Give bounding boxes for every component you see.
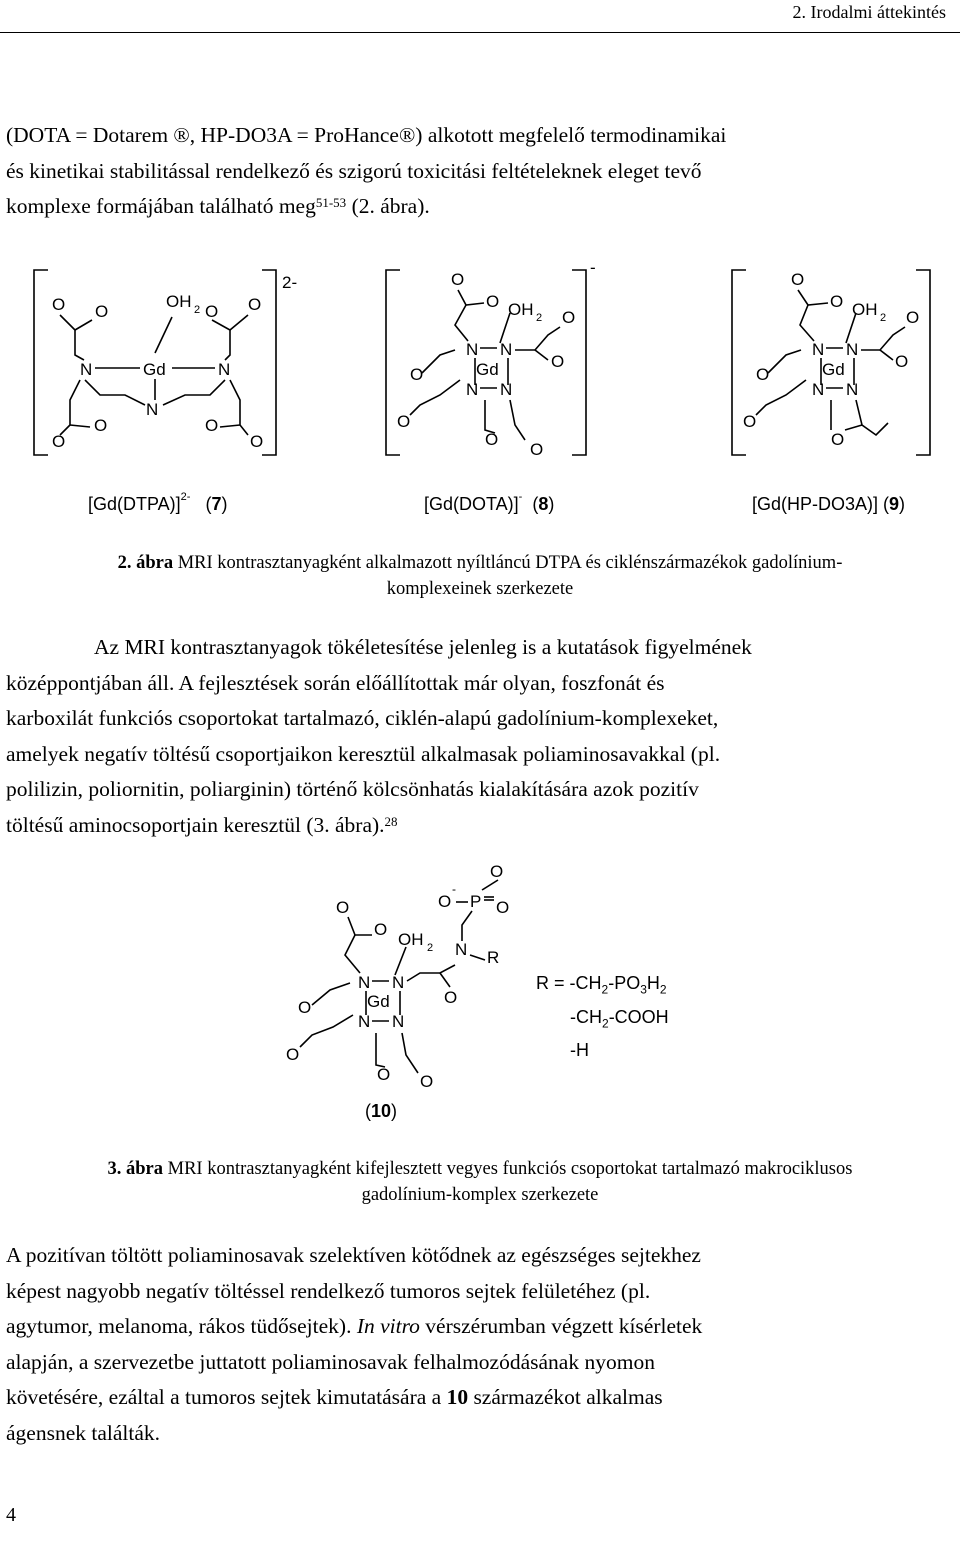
- paragraph-2-line-5: polilizin, poliornitin, poliarginin) történő kölcsönhatás kialakítására azok pozitív: [6, 777, 699, 801]
- label-gd-hp-do3a-formula: [Gd(HP-DO3A)]: [752, 494, 879, 514]
- svg-text:N: N: [392, 1012, 405, 1031]
- r-def-1-sub-a: 2: [601, 982, 609, 997]
- reference-superscript-28: 28: [384, 813, 398, 829]
- figure-3-caption-label: 3. ábra: [107, 1159, 164, 1179]
- paragraph-3-line-6: ágensnek találták.: [6, 1420, 161, 1445]
- figure-3-caption-line-1: [20, 1156, 940, 1182]
- paragraph-3-line-1: A pozitívan töltött poliaminosavak szelektíven kötődnek az egészséges sejtekhez: [6, 1243, 701, 1267]
- label-gd-dota-formula: [Gd(DOTA)]: [424, 494, 519, 514]
- svg-text:N: N: [218, 360, 231, 379]
- svg-text:R: R: [487, 948, 500, 967]
- in-vitro-italic: In vitro: [356, 1314, 420, 1338]
- intro-line-3: [6, 189, 956, 225]
- svg-text:O: O: [286, 1045, 300, 1064]
- paragraph-3-line-5: [6, 1380, 956, 1416]
- svg-text:O: O: [486, 292, 500, 311]
- r-def-1-sub-b: 3: [640, 982, 647, 997]
- figure-2-caption-text: MRI kontrasztanyagként alkalmazott nyíltláncú DTPA és ciklénszármazékok gadolínium-: [173, 553, 843, 573]
- r-def-2: [536, 1004, 669, 1038]
- gd-hp-do3a-structure: [732, 270, 930, 455]
- svg-text:O: O: [94, 416, 108, 435]
- svg-text:O: O: [410, 365, 424, 384]
- r-def-1: [536, 970, 669, 1004]
- svg-text:N: N: [846, 380, 859, 399]
- paragraph-3-line-3: [6, 1309, 956, 1345]
- compound-number-9: 9: [889, 494, 900, 514]
- compound-10-structure: [286, 862, 509, 1121]
- svg-text:O: O: [895, 352, 909, 371]
- paragraph-3-line-5-a: követésére, ezáltal a tumoros sejtek kimutatására a: [6, 1385, 447, 1409]
- svg-text:N: N: [846, 340, 859, 359]
- paragraph-2-line-2: középpontjában áll. A fejlesztések során előállítottak már olyan, foszfonát és: [6, 670, 665, 695]
- svg-text:2: 2: [880, 312, 887, 324]
- svg-text:-: -: [452, 882, 456, 896]
- svg-text:O: O: [791, 270, 805, 289]
- paragraph-3: [6, 1238, 956, 1451]
- intro-line-2: és kinetikai stabilitással rendelkező és szigorú toxicitási feltételeknek eleget tevő: [6, 158, 702, 183]
- paragraph-2-line-4: amelyek negatív töltésű csoportjaikon keresztül alkalmasak poliaminosavakkal (pl.: [6, 741, 721, 766]
- svg-text:N: N: [812, 340, 825, 359]
- figure-2-caption: [20, 550, 940, 602]
- figure-3-structure: [0, 855, 960, 1125]
- header-rule: [0, 32, 960, 33]
- paragraph-3-line-3-b: vérszérumban végzett kísérletek: [419, 1314, 703, 1338]
- svg-text:N: N: [392, 973, 405, 992]
- svg-text:Gd: Gd: [822, 360, 845, 379]
- svg-text:N: N: [466, 380, 479, 399]
- svg-text:O: O: [562, 308, 576, 327]
- intro-line-3-end: (2. ábra).: [346, 194, 430, 218]
- label-gd-dota: [Gd(DOTA)]- (8): [424, 491, 555, 514]
- svg-text:N: N: [500, 340, 513, 359]
- label-gd-dota-charge: -: [518, 491, 523, 503]
- svg-text:Gd: Gd: [143, 360, 166, 379]
- svg-text:2: 2: [536, 312, 543, 324]
- svg-text:O: O: [906, 308, 920, 327]
- figure-3-caption-text: MRI kontrasztanyagként kifejlesztett vegyes funkciós csoportokat tartalmazó makrociklusos: [163, 1159, 853, 1179]
- svg-text:O: O: [52, 295, 66, 314]
- svg-text:O: O: [551, 352, 565, 371]
- svg-text:N: N: [358, 1012, 371, 1031]
- label-gd-dtpa: [Gd(DTPA)]$^{2-}$ (7): [88, 491, 228, 514]
- figure-3-caption-line-2: gadolínium-komplex szerkezete: [361, 1185, 599, 1205]
- figure-2-caption-line-1: [20, 550, 940, 576]
- svg-text:N: N: [80, 360, 93, 379]
- label-gd-dtpa-charge: 2-: [180, 491, 191, 503]
- intro-line-1: (DOTA = Dotarem ®, HP-DO3A = ProHance®) alkotott megfelelő termodinamikai: [6, 123, 727, 147]
- intro-paragraph: [6, 118, 956, 225]
- svg-text:O: O: [830, 292, 844, 311]
- dota-charge: -: [590, 258, 596, 277]
- paragraph-2: [6, 630, 956, 843]
- figure-3-caption: [20, 1156, 940, 1208]
- compound-10-reference: 10: [446, 1385, 469, 1409]
- figure-2-structures: [0, 255, 960, 470]
- figure-2-caption-label: 2. ábra: [117, 553, 174, 573]
- svg-text:O: O: [374, 920, 388, 939]
- running-header: 2. Irodalmi áttekintés: [792, 2, 946, 22]
- svg-text:O: O: [95, 302, 109, 321]
- svg-text:N: N: [358, 973, 371, 992]
- paragraph-2-line-3: karboxilát funkciós csoportokat tartalmazó, ciklén-alapú gadolínium-komplexeket,: [6, 706, 719, 730]
- intro-line-3-text: komplexe formájában található meg: [6, 194, 316, 218]
- paragraph-2-line-6: [6, 808, 956, 844]
- svg-text:OH: OH: [398, 930, 424, 949]
- r-def-1-a: R = -CH: [536, 973, 602, 993]
- reference-superscript: 51-53: [315, 195, 347, 210]
- page-number: 4: [6, 1504, 16, 1526]
- compound-number-7: 7: [211, 494, 222, 514]
- svg-text:N: N: [466, 340, 479, 359]
- svg-text:O: O: [490, 862, 504, 881]
- svg-text:O: O: [451, 270, 465, 289]
- svg-text:N: N: [500, 380, 513, 399]
- paragraph-3-line-5-b: származékot alkalmas: [468, 1385, 663, 1409]
- label-gd-dtpa-formula: [Gd(DTPA)]: [88, 494, 181, 514]
- svg-text:O: O: [743, 412, 757, 431]
- svg-text:O: O: [298, 998, 312, 1017]
- svg-text:O: O: [420, 1072, 434, 1091]
- r-def-2-b: -COOH: [608, 1006, 669, 1027]
- svg-text:N: N: [812, 380, 825, 399]
- paragraph-2-line-1: Az MRI kontrasztanyagok tökéletesítése jelenleg is a kutatások figyelmének: [94, 635, 752, 659]
- svg-text:P: P: [470, 892, 482, 911]
- svg-text:O: O: [205, 302, 219, 321]
- r-def-1-b: -PO: [608, 973, 641, 993]
- svg-text:O: O: [756, 365, 770, 384]
- svg-text:O: O: [250, 432, 264, 451]
- svg-text:2: 2: [427, 942, 434, 954]
- svg-text:O: O: [485, 430, 499, 449]
- label-gd-hp-do3a: [Gd(HP-DO3A)] (9): [752, 494, 906, 514]
- paragraph-3-line-2: képest nagyobb negatív töltéssel rendelkező tumoros sejtek felületéhez (pl.: [6, 1278, 651, 1303]
- r-group-definitions: [536, 970, 669, 1064]
- r-def-1-c: H: [646, 973, 660, 993]
- svg-text:O: O: [52, 432, 66, 451]
- figure-2-caption-line-2: komplexeinek szerkezete: [386, 579, 574, 599]
- svg-text:Gd: Gd: [476, 360, 499, 379]
- dtpa-charge: 2-: [282, 273, 298, 292]
- svg-text:O: O: [377, 1065, 391, 1084]
- svg-text:OH: OH: [852, 300, 878, 319]
- svg-text:O: O: [397, 412, 411, 431]
- svg-text:O: O: [248, 295, 262, 314]
- r-def-1-sub-c: 2: [659, 982, 667, 997]
- r-def-2-sub: 2: [602, 1016, 609, 1031]
- r-def-2-a: -CH: [570, 1006, 602, 1027]
- svg-text:2: 2: [194, 304, 201, 316]
- paragraph-3-line-3-a: agytumor, melanoma, rákos tüdősejtek).: [6, 1314, 357, 1338]
- svg-text:Gd: Gd: [367, 992, 390, 1011]
- gd-dota-structure: [386, 258, 596, 459]
- svg-text:O: O: [444, 988, 458, 1007]
- compound-10-label: (10): [365, 1101, 398, 1121]
- svg-text:OH: OH: [508, 300, 534, 319]
- gd-dtpa-structure: [34, 270, 297, 455]
- svg-text:N: N: [146, 400, 159, 419]
- paragraph-3-line-4: alapján, a szervezetbe juttatott poliaminosavak felhalmozódásának nyomon: [6, 1349, 655, 1374]
- paragraph-2-last-text: töltésű aminocsoportjain keresztül (3. ábra).: [6, 812, 385, 837]
- svg-text:O: O: [438, 892, 452, 911]
- svg-text:O: O: [205, 416, 219, 435]
- r-def-3: -H: [570, 1040, 589, 1061]
- svg-text:N: N: [455, 940, 468, 959]
- compound-number-8: 8: [538, 494, 549, 514]
- svg-text:OH: OH: [166, 292, 192, 311]
- svg-text:O: O: [530, 440, 544, 459]
- svg-text:O: O: [496, 898, 510, 917]
- svg-text:O: O: [831, 430, 845, 449]
- svg-text:O: O: [336, 898, 350, 917]
